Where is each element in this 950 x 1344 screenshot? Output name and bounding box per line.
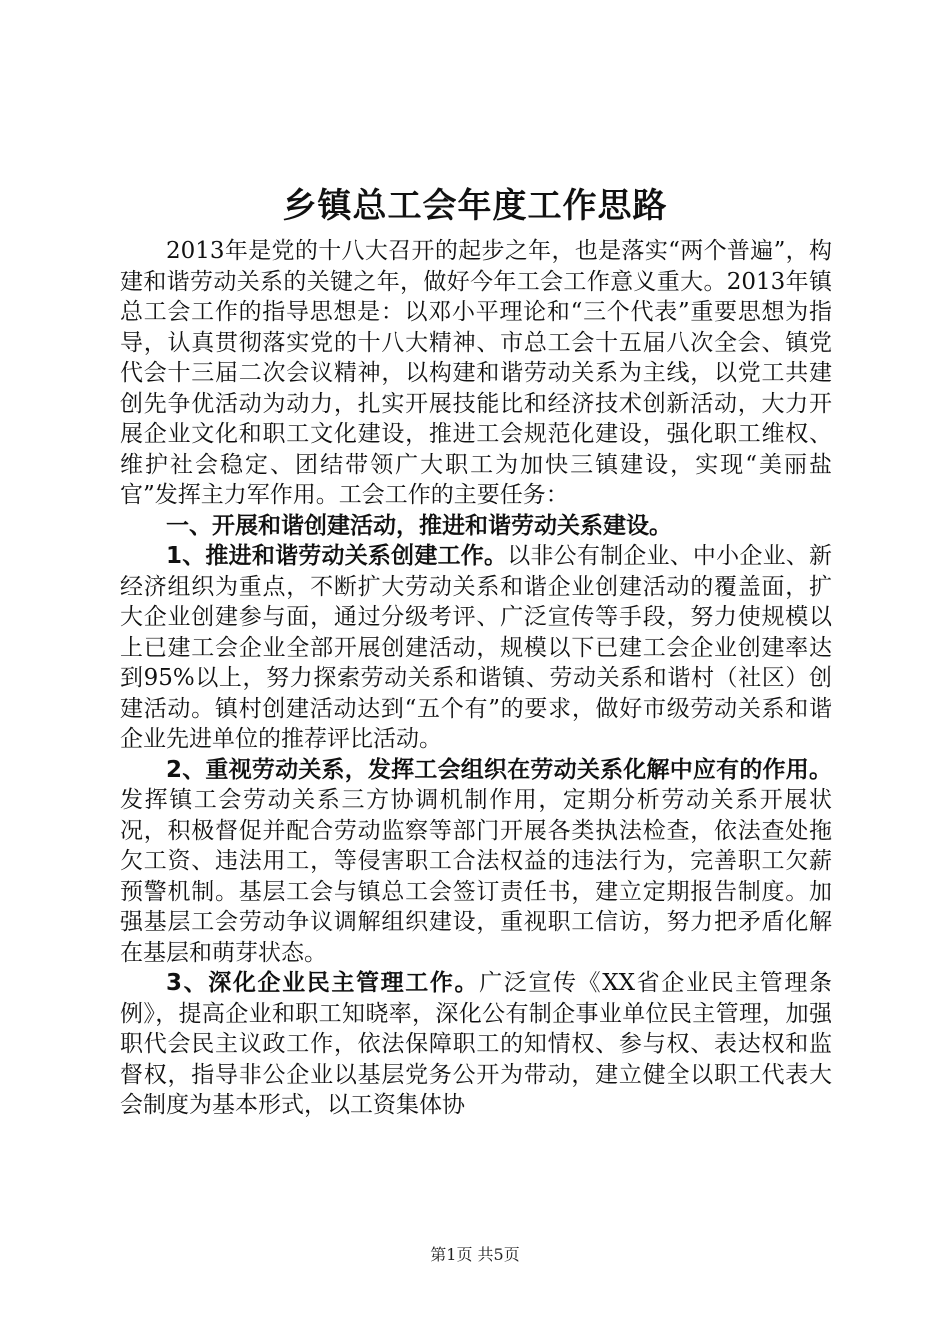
intro-paragraph: 2013年是党的十八大召开的起步之年，也是落实“两个普遍”，构建和谐劳动关系的关键之年，做好今年工会工作意义重大。2013年镇总工会工作的指导思想是：以邓小平理论和“三个代表”重要思想为指导，认真贯彻落实党的十八大精神、市总工会十五届八次全会、镇党代会十三届二次会议精神，以构建和谐劳动关系为主线，以党工共建创先争优活动为动力，扎实开展技能比和经济技术创新活动，大力开展企业文化和职工文化建设，推进工会规范化建设，强化职工维权、维护社会稳定、团结带领广大职工为加快三镇建设，实现“美丽盐官”发挥主力军作用。工会工作的主要任务：: [120, 238, 832, 508]
item-paragraph-3: [120, 968, 832, 1121]
item-paragraph-1: [120, 541, 832, 755]
page-footer: 第1页 共5页: [430, 1245, 520, 1264]
item-paragraph-2: [120, 755, 832, 969]
document-title: 乡镇总工会年度工作思路: [282, 186, 668, 226]
item-text: 以非公有制企业、中小企业、新经济组织为重点，不断扩大劳动关系和谐企业创建活动的覆盖面，扩大企业创建参与面，通过分级考评、广泛宣传等手段，努力使规模以上已建工会企业全部开展创建活动，规模以下已建工会企业创建率达到95%以上，努力探索劳动关系和谐镇、劳动关系和谐村（社区）创建活动。镇村创建活动达到“五个有”的要求，做好市级劳动关系和谐企业先进单位的推荐评比活动。: [120, 543, 832, 752]
item-text: 发挥镇工会劳动关系三方协调机制作用，定期分析劳动关系开展状况，积极督促并配合劳动监察等部门开展各类执法检查，依法查处拖欠工资、违法用工，等侵害职工合法权益的违法行为，完善职工欠薪预警机制。基层工会与镇总工会签订责任书，建立定期报告制度。加强基层工会劳动争议调解组织建设，重视职工信访，努力把矛盾化解在基层和萌芽状态。: [120, 787, 832, 966]
item-lead: 2、重视劳动关系，发挥工会组织在劳动关系化解中应有的作用。: [166, 756, 832, 783]
document-body: [120, 236, 832, 1121]
section-heading: 一、开展和谐创建活动，推进和谐劳动关系建设。: [166, 512, 672, 539]
item-text: 广泛宣传《XX省企业民主管理条例》，提高企业和职工知晓率，深化公有制企事业单位民主管理，加强职代会民主议政工作，依法保障职工的知情权、参与权、表达权和监督权，指导非公企业以基层党务公开为带动，建立健全以职工代表大会制度为基本形式，以工资集体协: [120, 970, 832, 1118]
item-lead: 1、推进和谐劳动关系创建工作。: [166, 543, 508, 569]
item-lead: 3、深化企业民主管理工作。: [166, 970, 480, 996]
